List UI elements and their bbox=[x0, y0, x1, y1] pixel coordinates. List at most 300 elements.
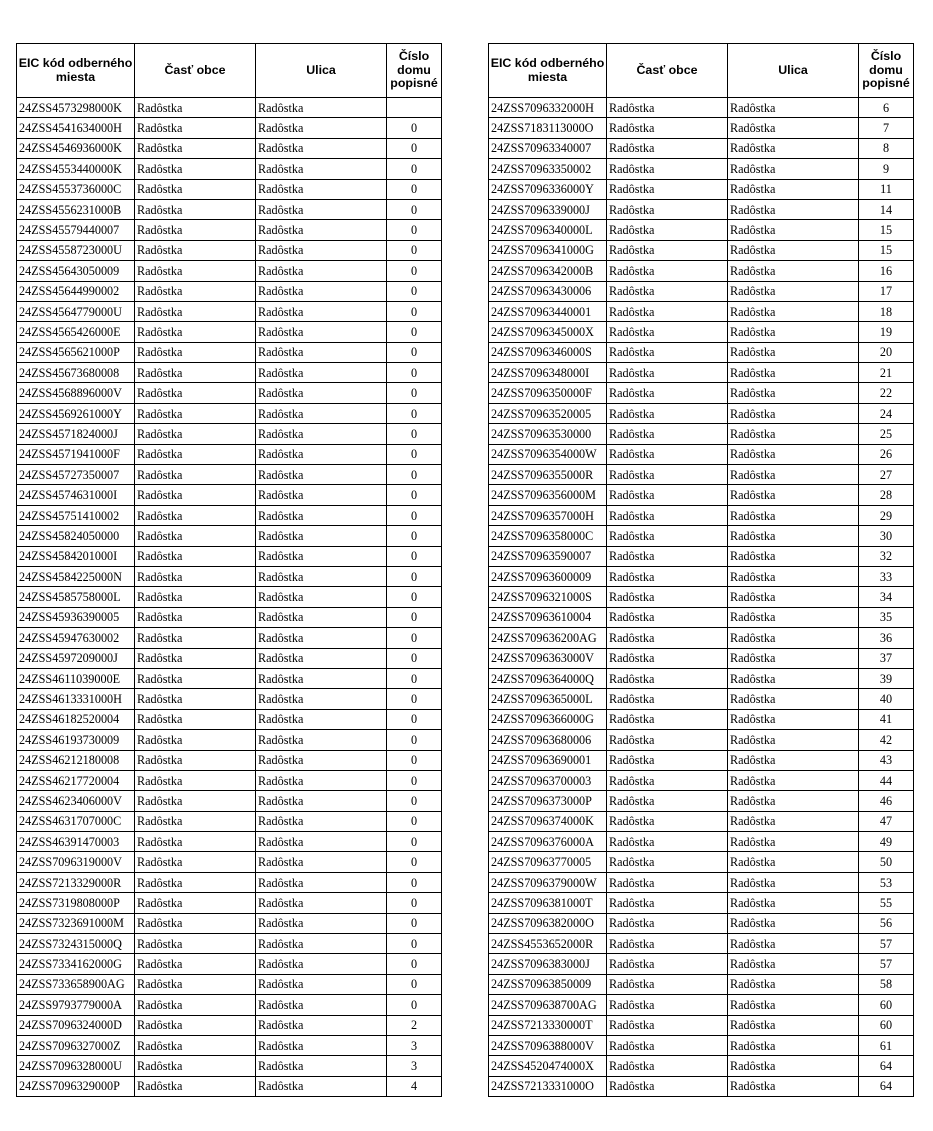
eic-cell: 24ZSS7096365000L bbox=[489, 689, 607, 709]
table-row bbox=[17, 668, 442, 688]
table-row bbox=[17, 98, 442, 118]
ulica-cell: Radôstka bbox=[728, 526, 859, 546]
cast-obce-cell: Radôstka bbox=[135, 974, 256, 994]
table-row bbox=[489, 199, 914, 219]
cislo-domu-cell: 0 bbox=[387, 281, 442, 301]
cislo-domu-cell: 0 bbox=[387, 485, 442, 505]
table-row bbox=[17, 730, 442, 750]
ulica-cell: Radôstka bbox=[728, 179, 859, 199]
cast-obce-cell: Radôstka bbox=[135, 301, 256, 321]
cislo-domu-cell: 0 bbox=[387, 791, 442, 811]
cast-obce-cell: Radôstka bbox=[135, 505, 256, 525]
cislo-domu-cell: 40 bbox=[859, 689, 914, 709]
ulica-cell: Radôstka bbox=[256, 403, 387, 423]
cast-obce-cell: Radôstka bbox=[607, 179, 728, 199]
cast-obce-cell: Radôstka bbox=[135, 281, 256, 301]
eic-cell: 24ZSS4546936000K bbox=[17, 138, 135, 158]
cast-obce-cell: Radôstka bbox=[135, 934, 256, 954]
cast-obce-cell: Radôstka bbox=[607, 281, 728, 301]
cislo-domu-cell: 0 bbox=[387, 526, 442, 546]
cast-obce-cell: Radôstka bbox=[607, 465, 728, 485]
eic-cell: 24ZSS7324315000Q bbox=[17, 934, 135, 954]
eic-cell: 24ZSS9793779000A bbox=[17, 995, 135, 1015]
cislo-domu-cell: 0 bbox=[387, 566, 442, 586]
cislo-domu-cell: 15 bbox=[859, 220, 914, 240]
cislo-domu-cell: 64 bbox=[859, 1076, 914, 1096]
ulica-cell: Radôstka bbox=[728, 974, 859, 994]
eic-cell: 24ZSS7096358000C bbox=[489, 526, 607, 546]
cast-obce-cell: Radôstka bbox=[135, 770, 256, 790]
cislo-domu-cell: 0 bbox=[387, 628, 442, 648]
table-row bbox=[489, 628, 914, 648]
cislo-domu-cell: 28 bbox=[859, 485, 914, 505]
cast-obce-cell: Radôstka bbox=[607, 566, 728, 586]
eic-cell: 24ZSS4569261000Y bbox=[17, 403, 135, 423]
eic-cell: 24ZSS4584201000I bbox=[17, 546, 135, 566]
ulica-cell: Radôstka bbox=[256, 138, 387, 158]
eic-cell: 24ZSS4585758000L bbox=[17, 587, 135, 607]
ulica-cell: Radôstka bbox=[728, 893, 859, 913]
cislo-domu-cell: 0 bbox=[387, 913, 442, 933]
cast-obce-cell: Radôstka bbox=[135, 485, 256, 505]
table-row bbox=[489, 852, 914, 872]
eic-cell: 24ZSS4568896000V bbox=[17, 383, 135, 403]
cislo-domu-cell: 7 bbox=[859, 118, 914, 138]
cislo-domu-cell: 47 bbox=[859, 811, 914, 831]
ulica-cell: Radôstka bbox=[728, 261, 859, 281]
table-row bbox=[489, 179, 914, 199]
cislo-domu-cell: 46 bbox=[859, 791, 914, 811]
eic-cell: 24ZSS7213330000T bbox=[489, 1015, 607, 1035]
table-row bbox=[17, 403, 442, 423]
eic-cell: 24ZSS4571941000F bbox=[17, 444, 135, 464]
eic-cell: 24ZSS7096342000B bbox=[489, 261, 607, 281]
table-row bbox=[489, 138, 914, 158]
header-ulica: Ulica bbox=[728, 44, 859, 98]
cislo-domu-cell: 21 bbox=[859, 363, 914, 383]
cast-obce-cell: Radôstka bbox=[135, 628, 256, 648]
cast-obce-cell: Radôstka bbox=[135, 179, 256, 199]
ulica-cell: Radôstka bbox=[728, 872, 859, 892]
table-row bbox=[489, 220, 914, 240]
cislo-domu-cell: 33 bbox=[859, 566, 914, 586]
table-row bbox=[17, 995, 442, 1015]
eic-cell: 24ZSS7096319000V bbox=[17, 852, 135, 872]
eic-cell: 24ZSS70963690001 bbox=[489, 750, 607, 770]
eic-cell: 24ZSS7096354000W bbox=[489, 444, 607, 464]
cast-obce-cell: Radôstka bbox=[607, 750, 728, 770]
ulica-cell: Radôstka bbox=[256, 118, 387, 138]
table-row bbox=[489, 424, 914, 444]
eic-cell: 24ZSS45673680008 bbox=[17, 363, 135, 383]
table-row bbox=[489, 648, 914, 668]
ulica-cell: Radôstka bbox=[256, 261, 387, 281]
ulica-cell: Radôstka bbox=[256, 363, 387, 383]
table-row bbox=[489, 342, 914, 362]
cast-obce-cell: Radôstka bbox=[607, 770, 728, 790]
ulica-cell: Radôstka bbox=[256, 444, 387, 464]
cislo-domu-cell: 14 bbox=[859, 199, 914, 219]
cast-obce-cell: Radôstka bbox=[135, 199, 256, 219]
cislo-domu-cell: 6 bbox=[859, 98, 914, 118]
table-row bbox=[17, 526, 442, 546]
eic-cell: 24ZSS45751410002 bbox=[17, 505, 135, 525]
cast-obce-cell: Radôstka bbox=[135, 240, 256, 260]
table-row bbox=[489, 383, 914, 403]
cast-obce-cell: Radôstka bbox=[135, 342, 256, 362]
ulica-cell: Radôstka bbox=[728, 750, 859, 770]
eic-cell: 24ZSS7096366000G bbox=[489, 709, 607, 729]
eic-cell: 24ZSS46182520004 bbox=[17, 709, 135, 729]
cislo-domu-cell: 0 bbox=[387, 995, 442, 1015]
cislo-domu-cell: 18 bbox=[859, 301, 914, 321]
eic-cell: 24ZSS7096373000P bbox=[489, 791, 607, 811]
cast-obce-cell: Radôstka bbox=[135, 811, 256, 831]
table-row bbox=[489, 363, 914, 383]
ulica-cell: Radôstka bbox=[256, 709, 387, 729]
ulica-cell: Radôstka bbox=[728, 342, 859, 362]
cislo-domu-cell: 43 bbox=[859, 750, 914, 770]
ulica-cell: Radôstka bbox=[728, 648, 859, 668]
table-row bbox=[489, 98, 914, 118]
ulica-cell: Radôstka bbox=[728, 791, 859, 811]
cislo-domu-cell: 3 bbox=[387, 1056, 442, 1076]
cast-obce-cell: Radôstka bbox=[135, 1015, 256, 1035]
ulica-cell: Radôstka bbox=[256, 1035, 387, 1055]
eic-cell: 24ZSS4541634000H bbox=[17, 118, 135, 138]
table-row bbox=[17, 954, 442, 974]
ulica-cell: Radôstka bbox=[256, 281, 387, 301]
table-row bbox=[489, 872, 914, 892]
cislo-domu-cell: 3 bbox=[387, 1035, 442, 1055]
ulica-cell: Radôstka bbox=[728, 281, 859, 301]
table-row bbox=[17, 118, 442, 138]
cast-obce-cell: Radôstka bbox=[135, 750, 256, 770]
table-row bbox=[17, 832, 442, 852]
table-row bbox=[489, 832, 914, 852]
eic-cell: 24ZSS709638700AG bbox=[489, 995, 607, 1015]
table-row bbox=[489, 893, 914, 913]
ulica-cell: Radôstka bbox=[728, 505, 859, 525]
ulica-cell: Radôstka bbox=[728, 220, 859, 240]
cislo-domu-cell: 4 bbox=[387, 1076, 442, 1096]
eic-cell: 24ZSS7096332000H bbox=[489, 98, 607, 118]
eic-cell: 24ZSS4573298000K bbox=[17, 98, 135, 118]
table-row bbox=[489, 587, 914, 607]
ulica-cell: Radôstka bbox=[728, 363, 859, 383]
cast-obce-cell: Radôstka bbox=[135, 383, 256, 403]
cislo-domu-cell: 15 bbox=[859, 240, 914, 260]
cislo-domu-cell: 0 bbox=[387, 832, 442, 852]
eic-cell: 24ZSS45824050000 bbox=[17, 526, 135, 546]
ulica-cell: Radôstka bbox=[728, 118, 859, 138]
eic-cell: 24ZSS70963590007 bbox=[489, 546, 607, 566]
table-row bbox=[17, 363, 442, 383]
cislo-domu-cell: 25 bbox=[859, 424, 914, 444]
header-ulica: Ulica bbox=[256, 44, 387, 98]
eic-cell: 24ZSS45936390005 bbox=[17, 607, 135, 627]
cast-obce-cell: Radôstka bbox=[607, 118, 728, 138]
eic-cell: 24ZSS4553652000R bbox=[489, 934, 607, 954]
ulica-cell: Radôstka bbox=[256, 566, 387, 586]
cast-obce-cell: Radôstka bbox=[135, 118, 256, 138]
cast-obce-cell: Radôstka bbox=[607, 220, 728, 240]
cast-obce-cell: Radôstka bbox=[607, 668, 728, 688]
table-body bbox=[489, 98, 914, 1097]
table-row bbox=[489, 995, 914, 1015]
ulica-cell: Radôstka bbox=[728, 709, 859, 729]
cislo-domu-cell: 20 bbox=[859, 342, 914, 362]
cislo-domu-cell: 0 bbox=[387, 811, 442, 831]
table-row bbox=[17, 465, 442, 485]
cislo-domu-cell: 0 bbox=[387, 587, 442, 607]
eic-cell: 24ZSS70963340007 bbox=[489, 138, 607, 158]
eic-cell: 24ZSS7323691000M bbox=[17, 913, 135, 933]
table-row bbox=[17, 1015, 442, 1035]
table-row bbox=[489, 281, 914, 301]
cislo-domu-cell: 0 bbox=[387, 342, 442, 362]
cast-obce-cell: Radôstka bbox=[135, 220, 256, 240]
eic-cell: 24ZSS46217720004 bbox=[17, 770, 135, 790]
eic-cell: 24ZSS7096321000S bbox=[489, 587, 607, 607]
ulica-cell: Radôstka bbox=[256, 220, 387, 240]
cast-obce-cell: Radôstka bbox=[607, 546, 728, 566]
table-row bbox=[489, 1056, 914, 1076]
table-row bbox=[17, 1076, 442, 1096]
table-row bbox=[489, 118, 914, 138]
eic-cell: 24ZSS7096327000Z bbox=[17, 1035, 135, 1055]
eic-cell: 24ZSS709636200AG bbox=[489, 628, 607, 648]
eic-cell: 24ZSS45947630002 bbox=[17, 628, 135, 648]
cast-obce-cell: Radôstka bbox=[607, 1076, 728, 1096]
cast-obce-cell: Radôstka bbox=[607, 995, 728, 1015]
cast-obce-cell: Radôstka bbox=[135, 1035, 256, 1055]
ulica-cell: Radôstka bbox=[256, 974, 387, 994]
ulica-cell: Radôstka bbox=[256, 1056, 387, 1076]
table-row bbox=[17, 811, 442, 831]
eic-cell: 24ZSS7096329000P bbox=[17, 1076, 135, 1096]
ulica-cell: Radôstka bbox=[256, 199, 387, 219]
cislo-domu-cell: 17 bbox=[859, 281, 914, 301]
cislo-domu-cell: 0 bbox=[387, 179, 442, 199]
table-row bbox=[17, 791, 442, 811]
ulica-cell: Radôstka bbox=[728, 852, 859, 872]
table-row bbox=[489, 791, 914, 811]
eic-cell: 24ZSS45579440007 bbox=[17, 220, 135, 240]
cislo-domu-cell: 11 bbox=[859, 179, 914, 199]
table-row bbox=[489, 730, 914, 750]
cast-obce-cell: Radôstka bbox=[135, 566, 256, 586]
cast-obce-cell: Radôstka bbox=[135, 403, 256, 423]
cast-obce-cell: Radôstka bbox=[607, 424, 728, 444]
cislo-domu-cell: 0 bbox=[387, 974, 442, 994]
eic-cell: 24ZSS4558723000U bbox=[17, 240, 135, 260]
ulica-cell: Radôstka bbox=[728, 668, 859, 688]
cislo-domu-cell: 0 bbox=[387, 872, 442, 892]
eic-cell: 24ZSS70963600009 bbox=[489, 566, 607, 586]
table-row bbox=[489, 403, 914, 423]
cislo-domu-cell: 0 bbox=[387, 893, 442, 913]
eic-cell: 24ZSS7096324000D bbox=[17, 1015, 135, 1035]
table-row bbox=[489, 668, 914, 688]
table-row bbox=[17, 913, 442, 933]
ulica-cell: Radôstka bbox=[256, 750, 387, 770]
cast-obce-cell: Radôstka bbox=[135, 689, 256, 709]
table-row bbox=[489, 1015, 914, 1035]
ulica-cell: Radôstka bbox=[256, 587, 387, 607]
ulica-cell: Radôstka bbox=[256, 485, 387, 505]
ulica-cell: Radôstka bbox=[256, 383, 387, 403]
cislo-domu-cell: 34 bbox=[859, 587, 914, 607]
cislo-domu-cell: 39 bbox=[859, 668, 914, 688]
eic-cell: 24ZSS7096356000M bbox=[489, 485, 607, 505]
header-cast-obce: Časť obce bbox=[607, 44, 728, 98]
eic-cell: 24ZSS70963350002 bbox=[489, 159, 607, 179]
cast-obce-cell: Radôstka bbox=[135, 1056, 256, 1076]
cislo-domu-cell: 0 bbox=[387, 220, 442, 240]
cast-obce-cell: Radôstka bbox=[135, 791, 256, 811]
table-row bbox=[17, 383, 442, 403]
ulica-cell: Radôstka bbox=[728, 913, 859, 933]
table-row bbox=[489, 1035, 914, 1055]
ulica-cell: Radôstka bbox=[256, 832, 387, 852]
eic-cell: 24ZSS7096336000Y bbox=[489, 179, 607, 199]
ulica-cell: Radôstka bbox=[256, 322, 387, 342]
cislo-domu-cell: 0 bbox=[387, 465, 442, 485]
ulica-cell: Radôstka bbox=[728, 383, 859, 403]
ulica-cell: Radôstka bbox=[256, 1076, 387, 1096]
eic-cell: 24ZSS4565426000E bbox=[17, 322, 135, 342]
table-header-row bbox=[489, 44, 914, 98]
ulica-cell: Radôstka bbox=[728, 98, 859, 118]
cislo-domu-cell: 37 bbox=[859, 648, 914, 668]
table-row bbox=[489, 689, 914, 709]
cislo-domu-cell: 19 bbox=[859, 322, 914, 342]
ulica-cell: Radôstka bbox=[728, 546, 859, 566]
cislo-domu-cell: 30 bbox=[859, 526, 914, 546]
eic-cell: 24ZSS4556231000B bbox=[17, 199, 135, 219]
table-row bbox=[17, 566, 442, 586]
ulica-cell: Radôstka bbox=[728, 301, 859, 321]
cast-obce-cell: Radôstka bbox=[135, 730, 256, 750]
eic-cell: 24ZSS4631707000C bbox=[17, 811, 135, 831]
ulica-cell: Radôstka bbox=[728, 1056, 859, 1076]
ulica-cell: Radôstka bbox=[256, 424, 387, 444]
cast-obce-cell: Radôstka bbox=[607, 1015, 728, 1035]
ulica-cell: Radôstka bbox=[256, 791, 387, 811]
table-row bbox=[489, 1076, 914, 1096]
table-row bbox=[489, 607, 914, 627]
eic-cell: 24ZSS45643050009 bbox=[17, 261, 135, 281]
cislo-domu-cell: 0 bbox=[387, 505, 442, 525]
table-row bbox=[17, 587, 442, 607]
cast-obce-cell: Radôstka bbox=[135, 954, 256, 974]
eic-cell: 24ZSS46391470003 bbox=[17, 832, 135, 852]
cislo-domu-cell: 0 bbox=[387, 954, 442, 974]
cast-obce-cell: Radôstka bbox=[135, 913, 256, 933]
eic-cell: 24ZSS4623406000V bbox=[17, 791, 135, 811]
ulica-cell: Radôstka bbox=[728, 1035, 859, 1055]
cislo-domu-cell: 27 bbox=[859, 465, 914, 485]
cislo-domu-cell: 35 bbox=[859, 607, 914, 627]
cast-obce-cell: Radôstka bbox=[607, 954, 728, 974]
table-row bbox=[17, 770, 442, 790]
table-row bbox=[17, 872, 442, 892]
cislo-domu-cell: 0 bbox=[387, 261, 442, 281]
ulica-cell: Radôstka bbox=[728, 730, 859, 750]
eic-cell: 24ZSS45727350007 bbox=[17, 465, 135, 485]
ulica-cell: Radôstka bbox=[728, 954, 859, 974]
table-row bbox=[17, 852, 442, 872]
cast-obce-cell: Radôstka bbox=[607, 444, 728, 464]
ulica-cell: Radôstka bbox=[728, 199, 859, 219]
ulica-cell: Radôstka bbox=[256, 301, 387, 321]
eic-cell: 24ZSS70963680006 bbox=[489, 730, 607, 750]
ulica-cell: Radôstka bbox=[728, 934, 859, 954]
cast-obce-cell: Radôstka bbox=[607, 342, 728, 362]
table-row bbox=[17, 199, 442, 219]
table-row bbox=[17, 1035, 442, 1055]
table-row bbox=[17, 648, 442, 668]
table-row bbox=[17, 546, 442, 566]
eic-cell: 24ZSS7096357000H bbox=[489, 505, 607, 525]
table-row bbox=[489, 526, 914, 546]
cast-obce-cell: Radôstka bbox=[607, 322, 728, 342]
table-row bbox=[17, 485, 442, 505]
ulica-cell: Radôstka bbox=[256, 770, 387, 790]
cast-obce-cell: Radôstka bbox=[607, 689, 728, 709]
cast-obce-cell: Radôstka bbox=[607, 159, 728, 179]
cislo-domu-cell: 61 bbox=[859, 1035, 914, 1055]
table-row bbox=[17, 934, 442, 954]
table-row bbox=[17, 138, 442, 158]
cast-obce-cell: Radôstka bbox=[607, 98, 728, 118]
table-row bbox=[17, 261, 442, 281]
cislo-domu-cell: 0 bbox=[387, 607, 442, 627]
table-row bbox=[17, 424, 442, 444]
cislo-domu-cell: 0 bbox=[387, 934, 442, 954]
table-body bbox=[17, 98, 442, 1097]
table-row bbox=[17, 750, 442, 770]
eic-cell: 24ZSS7096363000V bbox=[489, 648, 607, 668]
cislo-domu-cell: 8 bbox=[859, 138, 914, 158]
cislo-domu-cell: 0 bbox=[387, 159, 442, 179]
cast-obce-cell: Radôstka bbox=[607, 526, 728, 546]
eic-cell: 24ZSS7096383000J bbox=[489, 954, 607, 974]
cislo-domu-cell: 0 bbox=[387, 546, 442, 566]
table-left bbox=[16, 43, 442, 1097]
cast-obce-cell: Radôstka bbox=[135, 363, 256, 383]
table-row bbox=[17, 709, 442, 729]
eic-cell: 24ZSS70963530000 bbox=[489, 424, 607, 444]
header-cast-obce: Časť obce bbox=[135, 44, 256, 98]
cislo-domu-cell: 0 bbox=[387, 709, 442, 729]
cast-obce-cell: Radôstka bbox=[607, 505, 728, 525]
ulica-cell: Radôstka bbox=[256, 934, 387, 954]
eic-cell: 24ZSS70963440001 bbox=[489, 301, 607, 321]
ulica-cell: Radôstka bbox=[728, 770, 859, 790]
eic-cell: 24ZSS46212180008 bbox=[17, 750, 135, 770]
cislo-domu-cell: 29 bbox=[859, 505, 914, 525]
cast-obce-cell: Radôstka bbox=[607, 485, 728, 505]
cast-obce-cell: Radôstka bbox=[607, 832, 728, 852]
header-eic-kod: EIC kód odberného miesta bbox=[489, 44, 607, 98]
ulica-cell: Radôstka bbox=[256, 954, 387, 974]
table-row bbox=[489, 505, 914, 525]
table-row bbox=[489, 934, 914, 954]
table-row bbox=[17, 444, 442, 464]
table-row bbox=[17, 505, 442, 525]
